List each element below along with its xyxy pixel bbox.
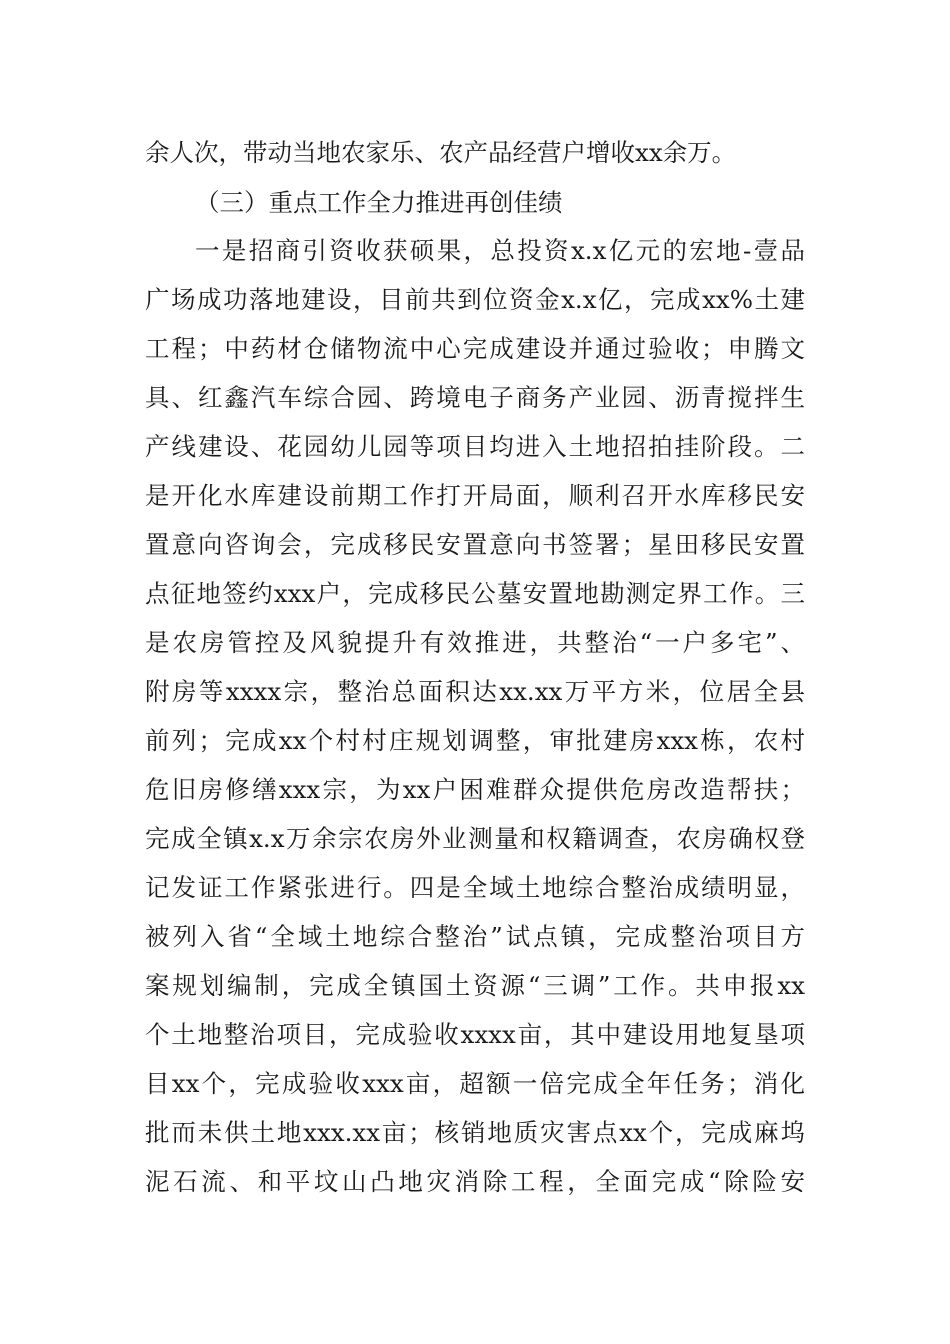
- paragraph-line: 记发证工作紧张进行。四是全域土地综合整治成绩明显，: [145, 873, 805, 902]
- paragraph-line: 目xx个，完成验收xxx亩，超额一倍完成全年任务；消化: [145, 1069, 805, 1098]
- paragraph-line: 是开化水库建设前期工作打开局面，顺利召开水库移民安: [145, 481, 805, 510]
- paragraph-line: 置意向咨询会，完成移民安置意向书签署；星田移民安置: [145, 530, 805, 559]
- paragraph-line: 产线建设、花园幼儿园等项目均进入土地招拍挂阶段。二: [145, 432, 805, 461]
- paragraph-line: 广场成功落地建设，目前共到位资金x.x亿，完成xx%土建: [145, 285, 805, 314]
- paragraph-line: 危旧房修缮xxx宗，为xx户困难群众提供危房改造帮扶；: [145, 775, 805, 804]
- paragraph-line: 一是招商引资收获硕果，总投资x.x亿元的宏地-壹品: [195, 236, 805, 265]
- paragraph-line: 附房等xxxx宗，整治总面积达xx.xx万平方米，位居全县: [145, 677, 805, 706]
- paragraph-line: 点征地签约xxx户，完成移民公墓安置地勘测定界工作。三: [145, 579, 805, 608]
- paragraph-line: 被列入省“全域土地综合整治”试点镇，完成整治项目方: [145, 922, 805, 951]
- paragraph-line: 是农房管控及风貌提升有效推进，共整治“一户多宅”、: [145, 628, 805, 657]
- paragraph-line: 前列；完成xx个村村庄规划调整，审批建房xxx栋，农村: [145, 726, 805, 755]
- paragraph-line: 案规划编制，完成全镇国土资源“三调”工作。共申报xx: [145, 971, 805, 1000]
- paragraph-line: 具、红鑫汽车综合园、跨境电子商务产业园、沥青搅拌生: [145, 383, 805, 412]
- paragraph-line: 个土地整治项目，完成验收xxxx亩，其中建设用地复垦项: [145, 1020, 805, 1049]
- paragraph-line: 泥石流、和平坟山凸地灾消除工程，全面完成“除险安: [145, 1167, 805, 1196]
- paragraph-line: 完成全镇x.x万余宗农房外业测量和权籍调查，农房确权登: [145, 824, 805, 853]
- paragraph-line: 余人次，带动当地农家乐、农产品经营户增收xx余万。: [145, 138, 737, 167]
- section-heading: （三）重点工作全力推进再创佳绩: [195, 188, 563, 217]
- paragraph-line: 工程；中药材仓储物流中心完成建设并通过验收；申腾文: [145, 334, 805, 363]
- paragraph-line: 批而未供土地xxx.xx亩；核销地质灾害点xx个，完成麻坞: [145, 1118, 805, 1147]
